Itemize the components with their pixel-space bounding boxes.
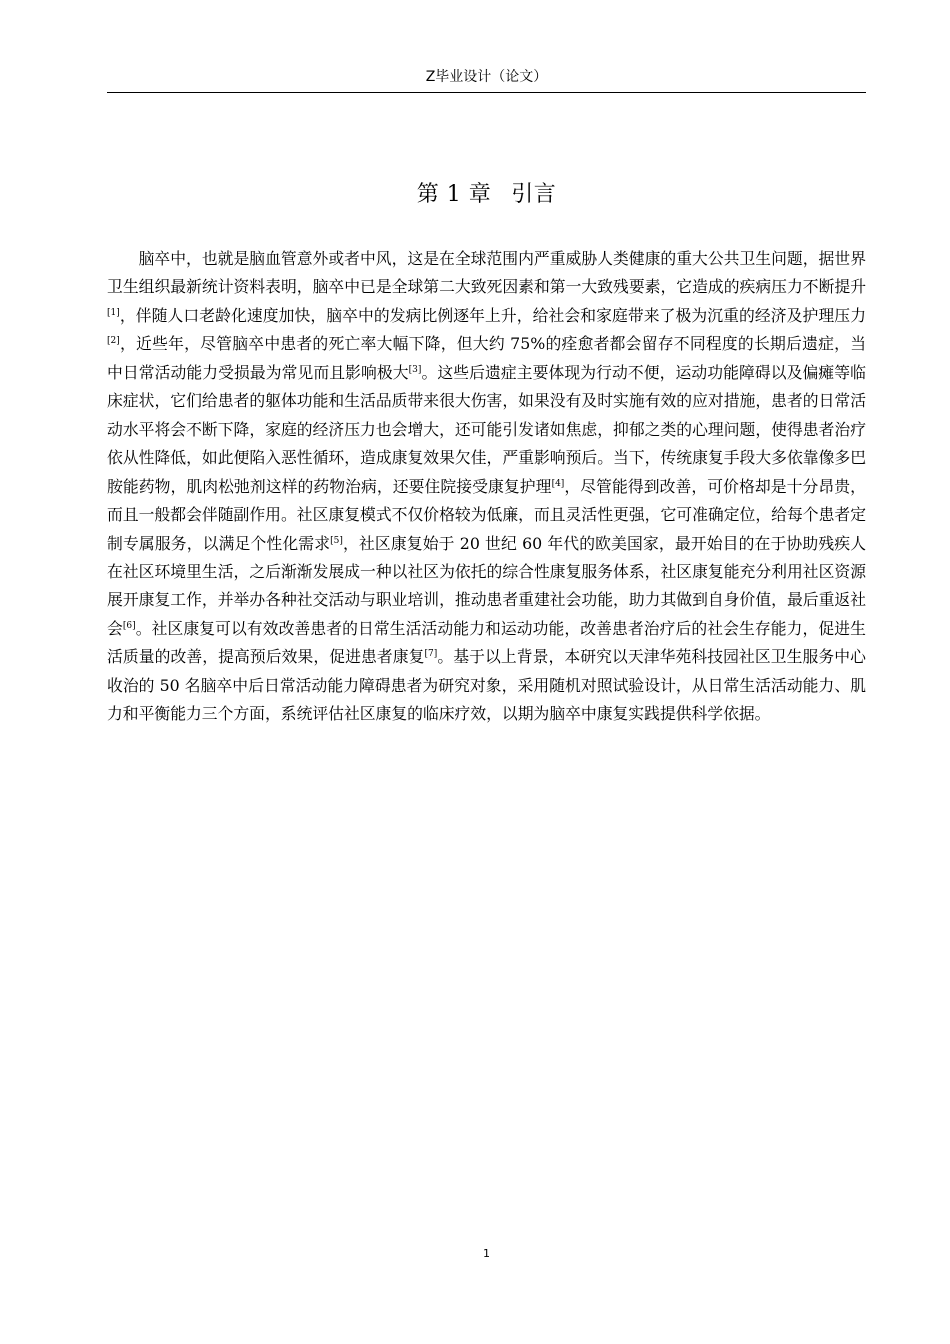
running-header: Z毕业设计（论文）: [425, 69, 548, 85]
citation: [6]: [122, 620, 136, 631]
body-paragraph: [107, 245, 866, 729]
citation: [4]: [551, 478, 565, 489]
citation: [7]: [424, 649, 438, 660]
paragraph-text: 脑卒中，也就是脑血管意外或者中风，这是在全球范围内严重威胁人类健康的重大公共卫生问题，据世界卫生组织最新统计资料表明，脑卒中已是全球第二大致死因素和第一大致残要素，它造成的疾病压力不断提升: [107, 249, 866, 297]
paragraph-text: 。基于以上背景，本研究以天津华苑科技园社区卫生服务中心收治的 50 名脑卒中后日常活动能力障碍患者为研究对象，采用随机对照试验设计，从日常生活活动能力、肌力和平衡能力三个方面，系统评估社区康复的临床疗效，以期为脑卒中康复实践提供科学依据。: [107, 647, 866, 724]
paragraph-text: 。社区康复可以有效改善患者的日常生活活动能力和运动功能，改善患者治疗后的社会生存能力，促进生活质量的改善，提高预后效果，促进患者康复: [107, 618, 866, 667]
header-rule: [107, 92, 866, 93]
chapter-title: [107, 179, 866, 211]
citation: [1]: [107, 307, 120, 318]
paragraph-text: ，社区康复始于 20 世纪 60 年代的欧美国家，最开始目的在于协助残疾人在社区环境里生活，之后渐渐发展成一种以社区为依托的综合性康复服务体系，社区康复能充分利用社区资源展开康复工作，并举办各种社交活动与职业培训，推动患者重建社会功能，助力其做到自身价值，最后重返社会: [107, 533, 866, 638]
citation: [2]: [107, 336, 120, 347]
citation: [3]: [408, 364, 422, 375]
paragraph-text: ，近些年，尽管脑卒中患者的死亡率大幅下降，但大约 75%的痊愈者都会留存不同程度的长期后遗症，当中日常活动能力受损最为常见而且影响极大: [107, 334, 866, 382]
chapter-number: 第 1 章: [416, 182, 492, 207]
citation: [5]: [330, 535, 343, 546]
chapter-name: 引言: [511, 182, 557, 207]
paragraph-text: ，尽管能得到改善，可价格却是十分昂贵，而且一般都会伴随副作用。社区康复模式不仅价格较为低廉，而且灵活性更强，它可准确定位，给每个患者定制专属服务，以满足个性化需求: [107, 476, 866, 553]
paragraph-text: ，伴随人口老龄化速度加快，脑卒中的发病比例逐年上升，给社会和家庭带来了极为沉重的经济及护理压力: [119, 305, 866, 325]
paragraph-text: 。这些后遗症主要体现为行动不便，运动功能障碍以及偏瘫等临床症状，它们给患者的躯体功能和生活品质带来很大伤害，如果没有及时实施有效的应对措施，患者的日常活动水平将会不断下降，家庭的经济压力也会增大，还可能引发诸如焦虑，抑郁之类的心理问题，使得患者治疗依从性降低，如此便陷入恶性循环，造成康复效果欠佳，严重影响预后。当下，传统康复手段大多依靠像多巴胺能药物，肌肉松弛剂这样的药物治病，还要住院接受康复护理: [107, 362, 866, 496]
page-number: 1: [483, 1247, 490, 1260]
